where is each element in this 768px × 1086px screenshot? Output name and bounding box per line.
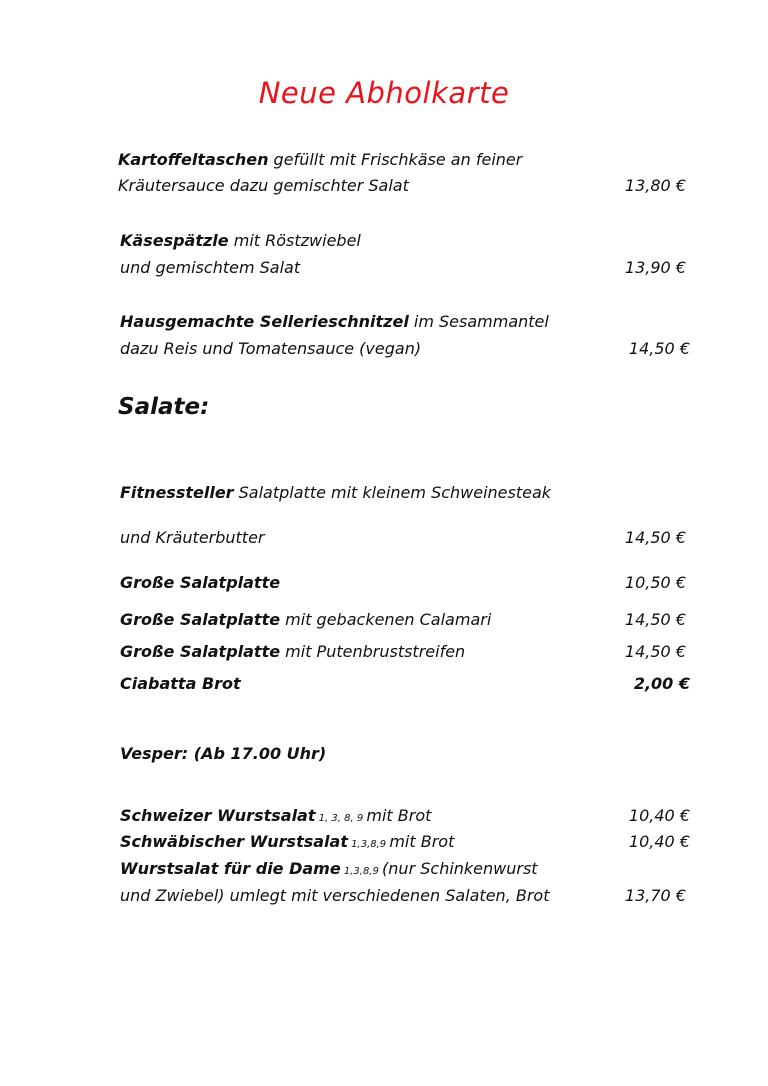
dish-description: Salatplatte mit kleinem Schweinesteak [233, 483, 552, 502]
dish-name: Große Salatplatte [120, 610, 281, 629]
dish-name: Große Salatplatte [120, 573, 281, 592]
dish-description: mit Brot [389, 832, 455, 851]
dish-name: Hausgemachte Sellerieschnitzel [120, 312, 409, 331]
dish-price: 2,00 € [633, 674, 690, 693]
dish-description: mit Brot [366, 806, 432, 825]
menu-item-line [120, 231, 361, 250]
dish-price: 13,80 € [624, 176, 686, 195]
page-title: Neue Abholkarte [258, 76, 510, 110]
dish-name: Wurstsalat für die Dame [120, 859, 341, 878]
dish-price: 10,40 € [628, 832, 690, 851]
dish-price: 10,50 € [624, 573, 686, 592]
menu-item-line [120, 483, 551, 502]
menu-item-line [118, 150, 522, 169]
dish-price: 10,40 € [628, 806, 690, 825]
dish-description: Kräutersauce dazu gemischter Salat [118, 176, 409, 195]
menu-item-line [120, 859, 538, 878]
allergen-codes: 1,3,8,9 [340, 866, 383, 877]
dish-description: und Zwiebel) umlegt mit verschiedenen Salaten, Brot [120, 886, 550, 905]
dish-name: Kartoffeltaschen [118, 150, 269, 169]
dish-description: dazu Reis und Tomatensauce (vegan) [120, 339, 422, 358]
dish-price: 14,50 € [628, 339, 690, 358]
dish-price: 14,50 € [624, 642, 686, 661]
menu-item-line [120, 642, 465, 661]
dish-price: 14,50 € [624, 528, 686, 547]
dish-description: im Sesammantel [408, 312, 549, 331]
dish-name: Fitnessteller [120, 483, 234, 502]
dish-name: Schweizer Wurstsalat [120, 806, 316, 825]
dish-description: mit gebackenen Calamari [280, 610, 492, 629]
dish-description: und Kräuterbutter [120, 528, 265, 547]
dish-name: Große Salatplatte [120, 642, 281, 661]
menu-item-line [120, 806, 431, 825]
dish-description: und gemischtem Salat [120, 258, 301, 277]
dish-description: gefüllt mit Frischkäse an feiner [268, 150, 523, 169]
dish-description: mit Putenbruststreifen [280, 642, 466, 661]
menu-item-line [120, 832, 454, 851]
dish-name: Käsespätzle [120, 231, 229, 250]
menu-item-line [120, 674, 241, 693]
dish-name: Ciabatta Brot [120, 674, 241, 693]
menu-item-line [120, 610, 491, 629]
section-heading-salads: Salate: [118, 394, 210, 420]
dish-price: 13,90 € [624, 258, 686, 277]
allergen-codes: 1,3,8,9 [347, 839, 390, 850]
menu-item-line [120, 312, 549, 331]
menu-item-line [120, 573, 280, 592]
dish-price: 14,50 € [624, 610, 686, 629]
dish-description: (nur Schinkenwurst [382, 859, 538, 878]
section-heading-vesper: Vesper: (Ab 17.00 Uhr) [120, 744, 327, 763]
allergen-codes: 1, 3, 8, 9 [315, 813, 367, 824]
dish-price: 13,70 € [624, 886, 686, 905]
dish-description: mit Röstzwiebel [228, 231, 361, 250]
dish-name: Schwäbischer Wurstsalat [120, 832, 348, 851]
